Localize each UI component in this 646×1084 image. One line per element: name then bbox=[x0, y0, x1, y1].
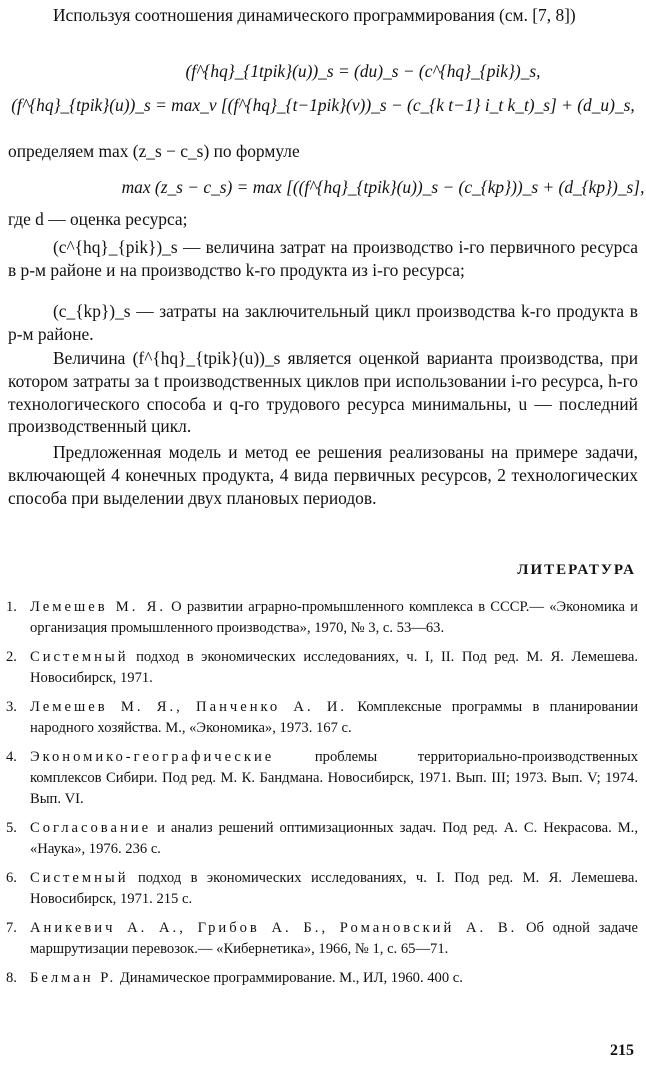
reference-item bbox=[0, 968, 646, 989]
reference-author: Лемешев М. Я. bbox=[30, 599, 166, 615]
reference-item bbox=[0, 697, 646, 739]
literature-heading: ЛИТЕРАТУРА bbox=[517, 562, 636, 578]
reference-number: 4. bbox=[6, 749, 17, 765]
reference-author: Лемешев М. Я., Панченко А. И. bbox=[30, 699, 348, 715]
reference-number: 1. bbox=[6, 599, 17, 615]
reference-number: 2. bbox=[6, 649, 17, 665]
reference-item bbox=[0, 747, 646, 810]
c-pik-definition: (c^{hq}_{pik})_s — величина затрат на производство i-го первичного ресурса в p-м районе и на производство k-го продукта из i-го ресурса; bbox=[8, 237, 638, 280]
reference-number: 7. bbox=[6, 920, 17, 936]
reference-text: подход в экономических исследованиях, ч. I, II. Под ред. М. Я. Лемешева. Новосибирск, 1971. bbox=[30, 649, 638, 686]
reference-item bbox=[0, 597, 646, 639]
reference-text: Комплексные программы в планировании народного хозяйства. М., «Экономика», 1973. 167 с. bbox=[30, 699, 639, 736]
reference-text: проблемы территориально-производственных комплексов Сибири. Под ред. М. К. Бандмана. Новосибирск, 1971. Вып. III; 1973. Вып. V; 1974. Вып. VI. bbox=[30, 749, 638, 807]
reference-author: Аникевич А. А., Грибов А. Б., Романовский А. В. bbox=[30, 920, 518, 936]
reference-text: Динамическое программирование. М., ИЛ, 1960. 400 с. bbox=[119, 970, 463, 986]
reference-number: 5. bbox=[6, 820, 17, 836]
intro-text: Используя соотношения динамического программирования (см. [7, 8]) bbox=[53, 5, 576, 25]
reference-number: 3. bbox=[6, 699, 17, 715]
reference-number: 8. bbox=[6, 970, 17, 986]
formula-3: max (z_s − c_s) = max [((f^{hq}_{tpik}(u))_s − (c_{kp}))_s + (d_{kp})_s], bbox=[121, 177, 645, 197]
reference-item bbox=[0, 647, 646, 689]
value-paragraph: Величина (f^{hq}_{tpik}(u))_s является оценкой варианта производства, при котором затраты за t производственных циклов при использовании i-го ресурса, h-го технологического способа и q-го трудового ресурса минимальны, u — последний производственный цикл. bbox=[8, 348, 638, 437]
reference-text: и анализ решений оптимизационных задач. Под ред. А. С. Некрасова. М., «Наука», 1976. 236 с. bbox=[30, 820, 638, 857]
determine-text: определяем max (z_s − c_s) по формуле bbox=[8, 141, 300, 161]
reference-text: подход в экономических исследованиях, ч. I. Под ред. М. Я. Лемешева. Новосибирск, 1971. 215 с. bbox=[30, 870, 638, 907]
reference-author: Системный bbox=[30, 649, 129, 665]
reference-item bbox=[0, 818, 646, 860]
model-paragraph: Предложенная модель и метод ее решения реализованы на примере задачи, включающей 4 конечных продукта, 4 вида первичных ресурсов, 2 технологических способа при выделении двух плановых периодов. bbox=[8, 442, 638, 508]
reference-author: Согласование bbox=[30, 820, 152, 836]
formula-1: (f^{hq}_{1tpik}(u))_s = (du)_s − (c^{hq}_{pik})_s, bbox=[185, 61, 541, 81]
formula-2: (f^{hq}_{tpik}(u))_s = max_v [(f^{hq}_{t−1pik}(v))_s − (c_{k t−1} i_t k_t)_s] + (d_u)_s, bbox=[11, 95, 635, 115]
where-d-text: где d — оценка ресурса; bbox=[8, 209, 188, 229]
reference-author: Экономико-географические bbox=[30, 749, 275, 765]
reference-text: Об одной задаче маршрутизации перевозок.— «Кибернетика», 1966, № 1, с. 65—71. bbox=[30, 920, 638, 957]
reference-item bbox=[0, 868, 646, 910]
page-number: 215 bbox=[610, 1042, 634, 1059]
reference-item bbox=[0, 918, 646, 960]
reference-list bbox=[0, 597, 646, 997]
reference-author: Белман Р. bbox=[30, 970, 117, 986]
reference-text: О развитии аграрно-промышленного комплекса в СССР.— «Экономика и организация промышленного производства», 1970, № 3, с. 53—63. bbox=[30, 599, 638, 636]
reference-author: Системный bbox=[30, 870, 129, 886]
reference-number: 6. bbox=[6, 870, 17, 886]
c-kp-definition: (c_{kp})_s — затраты на заключительный цикл производства k-го продукта в p-м районе. bbox=[8, 301, 638, 344]
